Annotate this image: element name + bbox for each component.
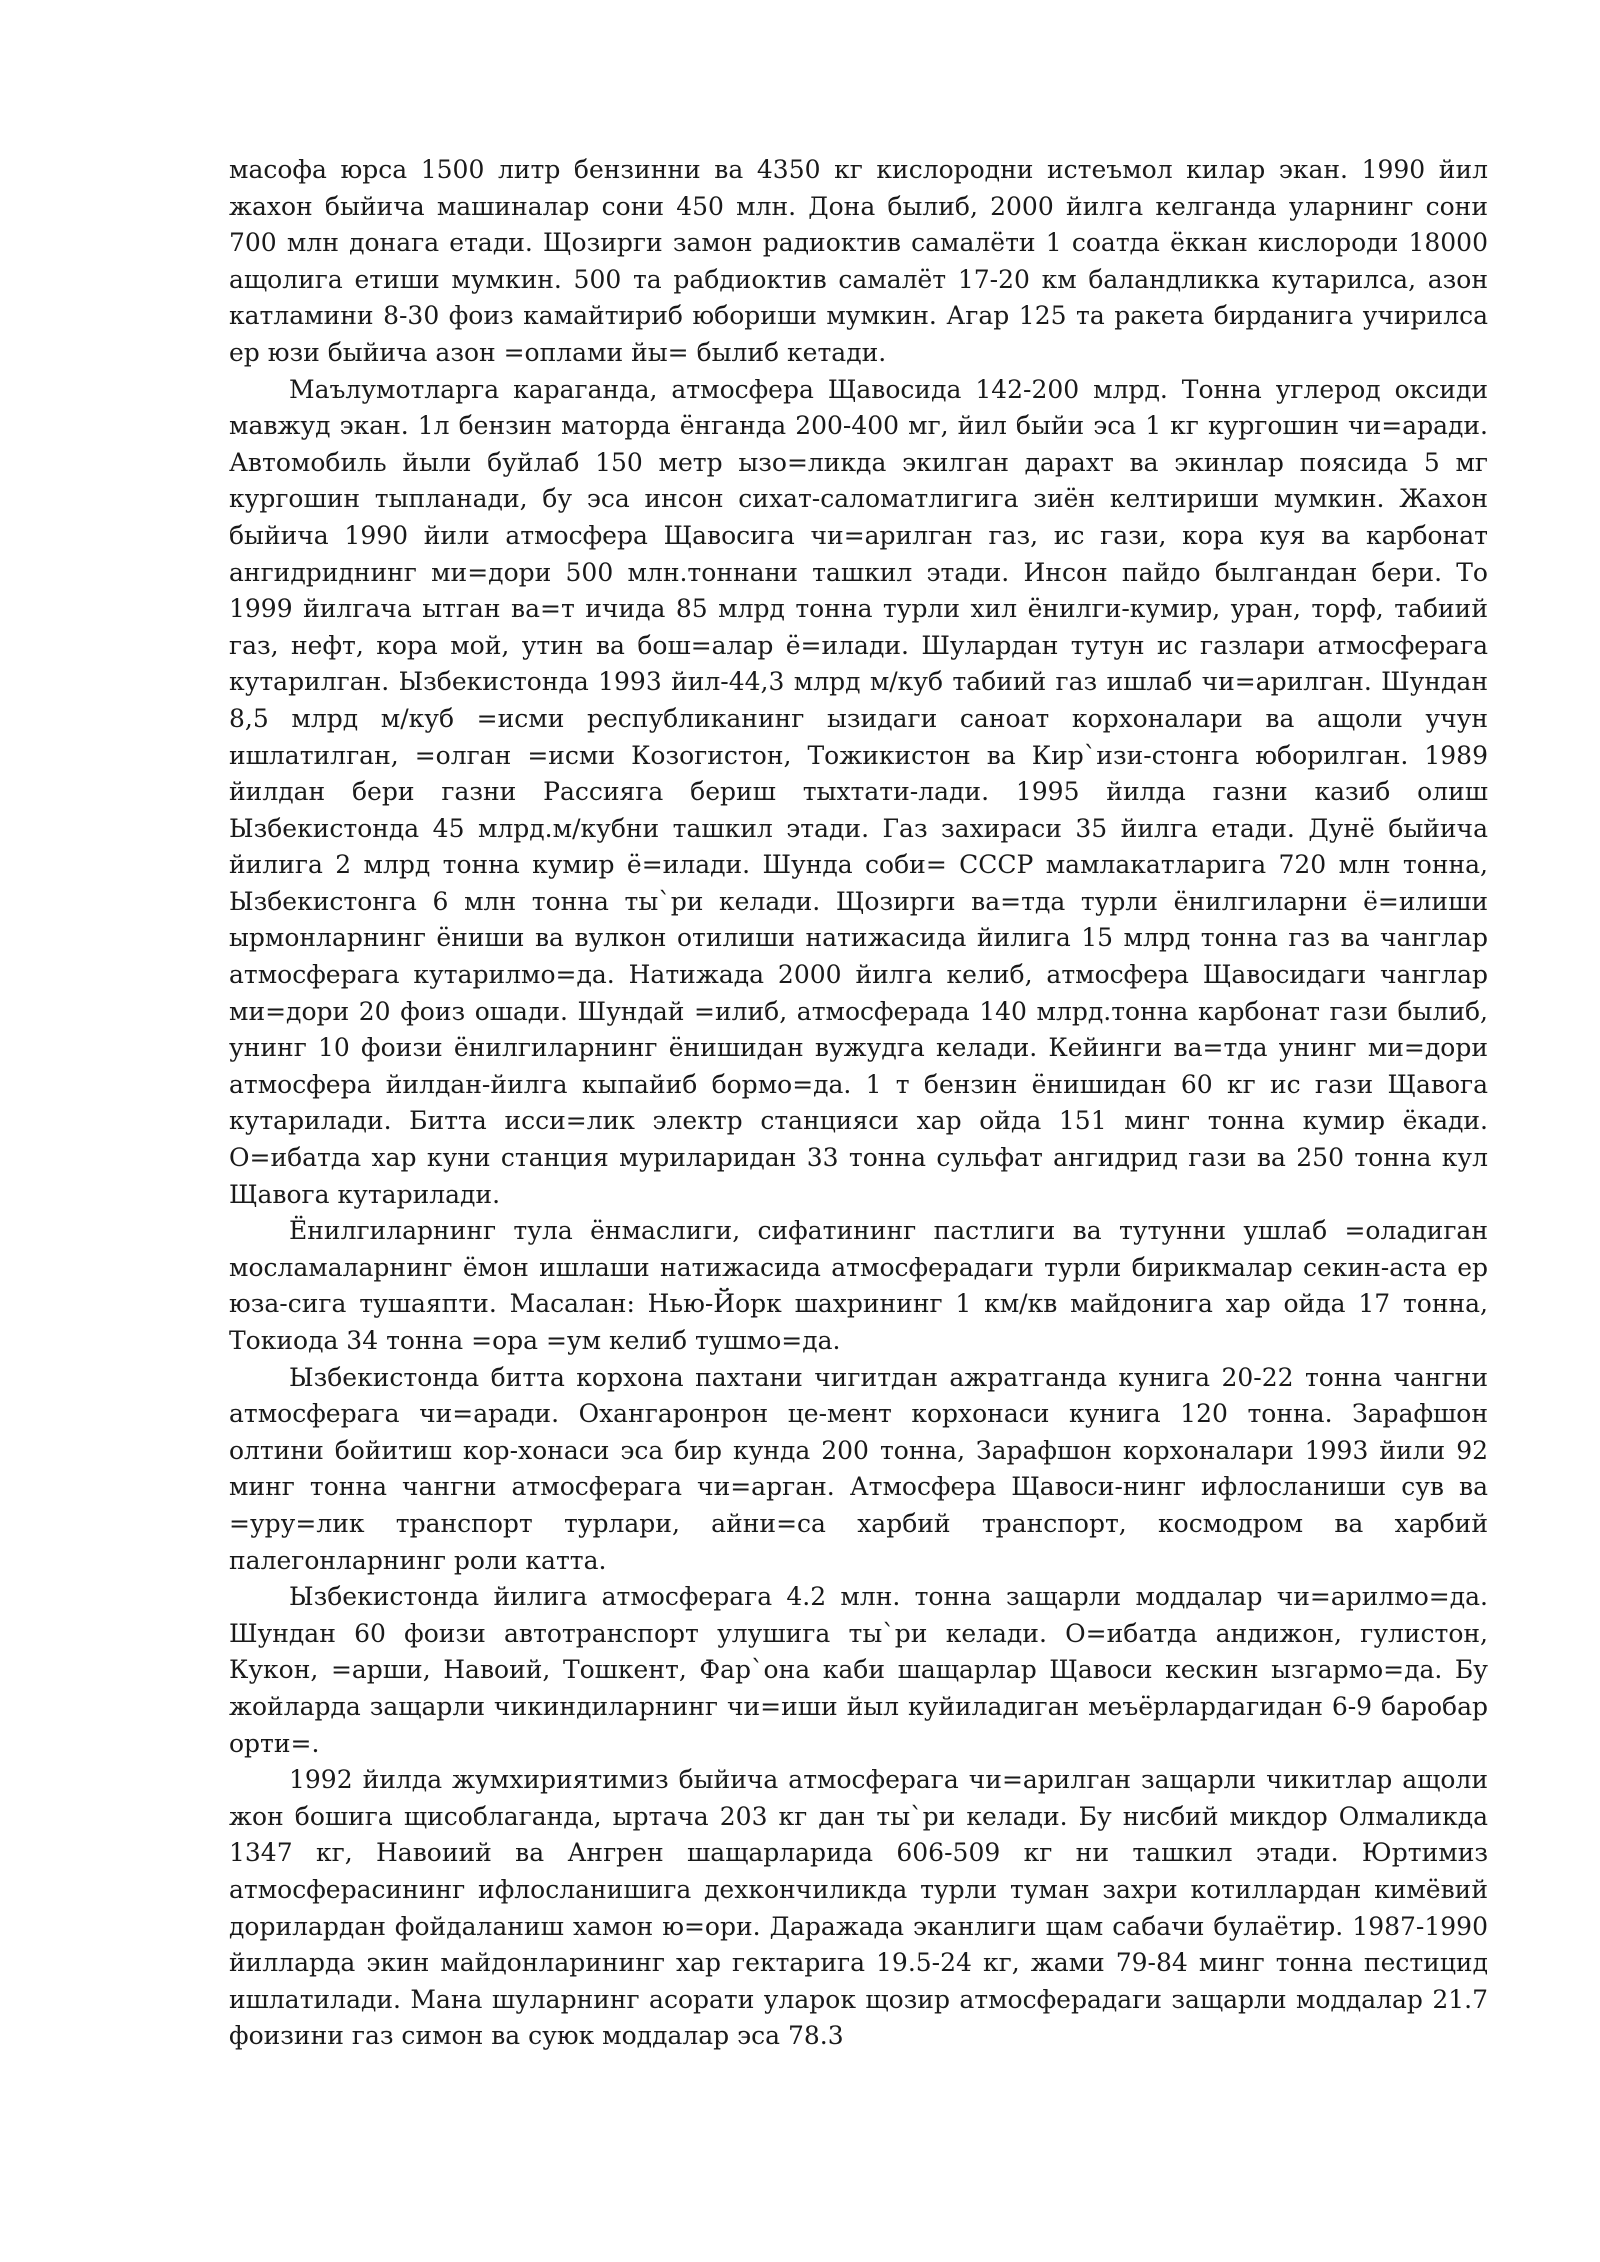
paragraph-4: Ызбекистонда битта корхона пахтани чигитдан ажратганда кунига 20-22 тонна чангни атмосферага чи=аради. Охангаронрон це-мент корхонаси кунига 120 тонна. Зарафшон олтини бойитиш кор-хонаси эса бир кунда 200 тонна, Зарафшон корхоналари 1993 йили 92 минг тонна чангни атмосферага чи=арган. Атмосфера Щавоси-нинг ифлосланиши сув ва =уру=лик транспорт турлари, айни=са харбий транспорт, космодром ва харбий палегонларнинг роли катта.	[229, 1362, 1488, 1575]
paragraph-6: 1992 йилда жумхириятимиз быйича атмосферага чи=арилган защарли чикитлар ащоли жон бошига щисоблаганда, ыртача 203 кг дан ты`ри келади. Бу нисбий микдор Олмаликда 1347 кг, Навоиий ва Ангрен шащарларида 606-509 кг ни ташкил этади. Юртимиз атмосферасининг ифлосланишига дехкончиликда турли туман захри котиллардан кимёвий дорилардан фойдаланиш хамон ю=ори. Даражада эканлиги щам сабачи булаётир. 1987-1990 йилларда экин майдонларининг хар гектарига 19.5-24 кг, жами 79-84 минг тонна пестицид ишлатилади. Мана шуларнинг асорати уларок щозир атмосферадаги защарли моддалар 21.7 фоизини газ симон ва суюк моддалар эса 78.3	[229, 1765, 1488, 2051]
paragraph-1: масофа юрса 1500 литр бензинни ва 4350 кг кислородни истеъмол килар экан. 1990 йил жахон быйича машиналар сони 450 млн. Дона былиб, 2000 йилга келганда уларнинг сони 700 млн донага етади. Щозирги замон радиоктив самалёти 1 соатда ёккан кислороди 18000 ащолига етиши мумкин. 500 та рабдиоктив самалёт 17-20 км баландликка кутарилса, азон катламини 8-30 фоиз камайтириб юбориши мумкин. Агар 125 та ракета бирданига учирилса ер юзи быйича азон =оплами йы= былиб кетади.	[229, 155, 1488, 367]
paragraph-2: Маълумотларга караганда, атмосфера Щавосида 142-200 млрд. Тонна углерод оксиди мавжуд экан. 1л бензин маторда ёнганда 200-400 мг, йил быйи эса 1 кг кургошин чи=аради. Автомобиль йыли буйлаб 150 метр ызо=ликда экилган дарахт ва экинлар поясида 5 мг кургошин тыпланади, бу эса инсон сихат-саломатлигига зиён келтириши мумкин. Жахон быйича 1990 йили атмосфера Щавосига чи=арилган газ, ис гази, кора куя ва карбонат ангидриднинг ми=дори 500 млн.тоннани ташкил этади. Инсон пайдо былгандан бери. То 1999 йилгача ытган ва=т ичида 85 млрд тонна турли хил ёнилги-кумир, уран, торф, табиий газ, нефт, кора мой, утин ва бош=алар ё=илади. Шулардан тутун ис газлари атмосферага кутарилган. Ызбекистонда 1993 йил-44,3 млрд м/куб табиий газ ишлаб чи=арилган. Шундан 8,5 млрд м/куб =исми республиканинг ызидаги саноат корхоналари ва ащоли учун ишлатилган, =олган =исми Козогистон, Тожикистон ва Кир`изи-стонга юборилган. 1989 йилдан бери газни Рассияга бериш тыхтати-лади. 1995 йилда газни казиб олиш Ызбекистонда 45 млрд.м/кубни ташкил этади. Газ захираси 35 йилга етади. Дунё быйича йилига 2 млрд тонна кумир ё=илади. Шунда соби= СССР мамлакатларига 720 млн тонна, Ызбекистонга 6 млн тонна ты`ри келади. Щозирги ва=тда турли ёнилгиларни ё=илиши ырмонларнинг ёниши ва вулкон отилиши натижасида йилига 15 млрд тонна газ ва чанглар атмосферага кутарилмо=да. Натижада 2000 йилга келиб, атмосфера Щавосидаги чанглар ми=дори 20 фоиз ошади. Шундай =илиб, атмосферада 140 млрд.тонна карбонат гази былиб, унинг 10 фоизи ёнилгиларнинг ёнишидан вужудга келади. Кейинги ва=тда унинг ми=дори атмосфера йилдан-йилга кыпайиб бормо=да. 1 т бензин ёнишидан 60 кг ис гази Щавога кутарилади. Битта исси=лик электр станцияси хар ойда 151 минг тонна кумир ёкади. О=ибатда хар куни станция муриларидан 33 тонна сульфат ангидрид гази ва 250 тонна кул Щавога кутарилади.	[229, 374, 1488, 1209]
paragraph-3: Ёнилгиларнинг тула ёнмаслиги, сифатининг пастлиги ва тутунни ушлаб =оладиган мосламаларнинг ёмон ишлаши натижасида атмосферадаги турли бирикмалар секин-аста ер юза-сига тушаяпти. Масалан: Нью-Йорк шахрининг 1 км/кв майдонига хар ойда 17 тонна, Токиода 34 тонна =ора =ум келиб тушмо=да.	[229, 1216, 1488, 1355]
paragraph-5: Ызбекистонда йилига атмосферага 4.2 млн. тонна защарли моддалар чи=арилмо=да. Шундан 60 фоизи автотранспорт улушига ты`ри келади. О=ибатда андижон, гулистон, Кукон, =арши, Навоий, Тошкент, Фар`она каби шащарлар Щавоси кескин ызгармо=да. Бу жойларда защарли чикиндиларнинг чи=иши йыл куйиладиган меъёрлардагидан 6-9 баробар орти=.	[229, 1582, 1488, 1758]
document-page	[229, 152, 1488, 2055]
